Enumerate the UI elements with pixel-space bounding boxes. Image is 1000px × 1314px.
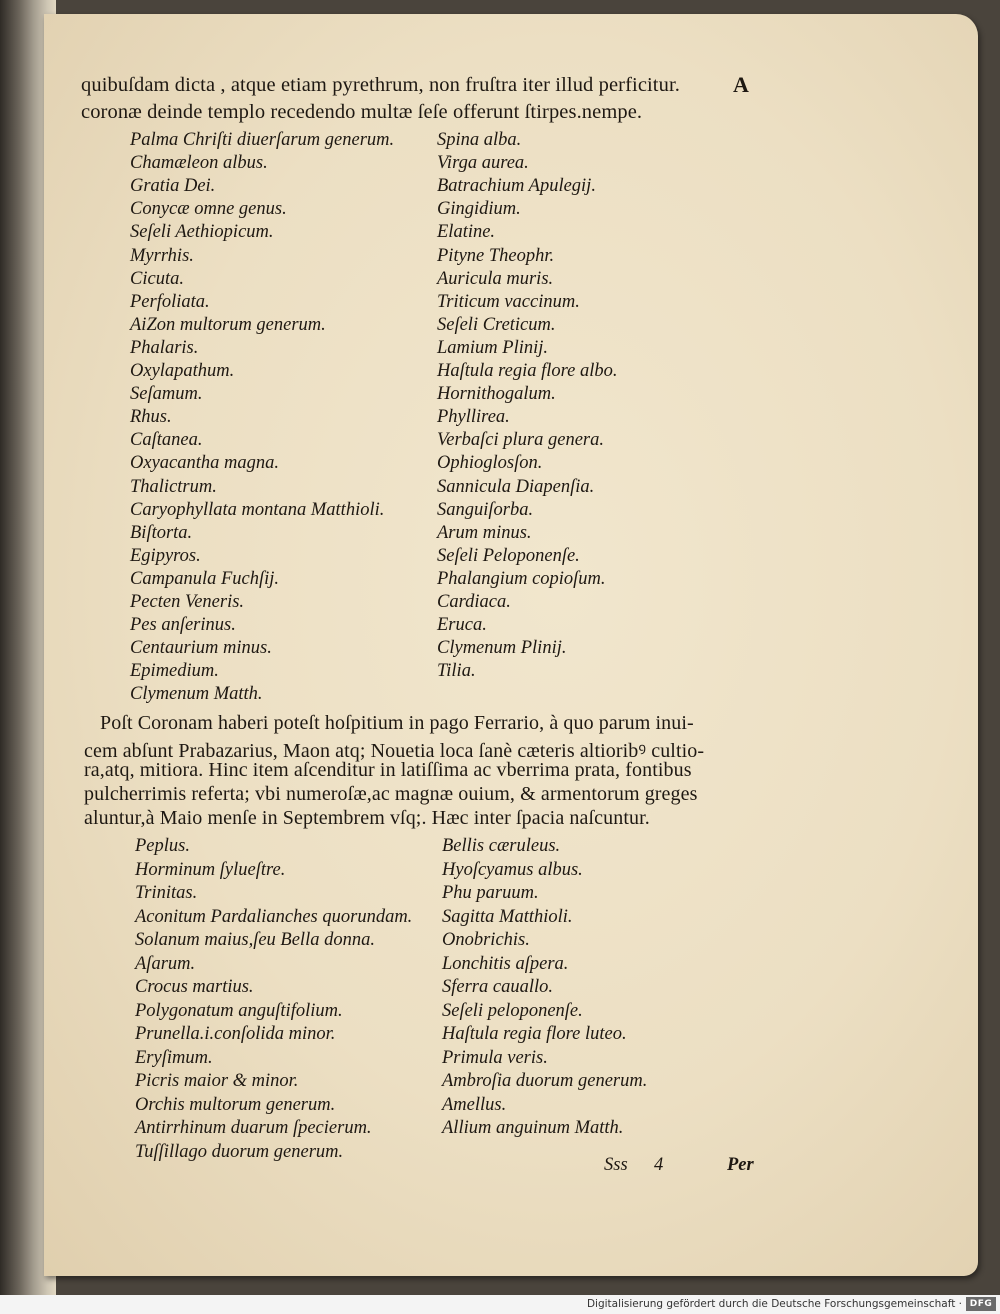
plant-list-item: Seſeli peloponenſe. — [442, 1000, 583, 1021]
plant-list-item: Phyllirea. — [437, 407, 510, 428]
plant-list-item: Orchis multorum generum. — [135, 1094, 336, 1115]
plant-list-item: Auricula muris. — [437, 268, 554, 289]
plant-list-item: Myrrhis. — [130, 245, 194, 266]
paragraph-line: aluntur,à Maio menſe in Septembrem vſq;. Hæc inter ſpacia naſcuntur. — [84, 806, 650, 829]
plant-list-item: Palma Chriſti diuerſarum generum. — [130, 130, 395, 150]
plant-list-item: Pes anſerinus. — [130, 615, 236, 636]
margin-letter: A — [733, 72, 749, 97]
plant-list-item: Onobrichis. — [442, 930, 530, 950]
plant-list-item: Phu paruum. — [442, 883, 539, 903]
plant-list-item: Amellus. — [442, 1094, 507, 1115]
plant-list-item: Sagitta Matthioli. — [442, 906, 573, 927]
plant-list-item: Allium anguinum Matth. — [442, 1118, 624, 1138]
plant-list-item: Clymenum Matth. — [130, 684, 263, 705]
plant-list-item: Seſeli Creticum. — [437, 314, 556, 335]
plant-list-item: Picris maior & minor. — [135, 1071, 299, 1091]
plant-list-item: Hornithogalum. — [437, 384, 556, 405]
plant-list-item: Rhus. — [130, 407, 172, 428]
plant-list-item: Primula veris. — [442, 1047, 548, 1068]
plant-list-item: Ophioglosſon. — [437, 453, 543, 474]
intro-line-2: coronæ deinde templo recedendo multæ ſeſe offerunt ſtirpes.nempe. — [81, 101, 643, 123]
catchword: Per — [727, 1155, 754, 1175]
plant-list-item: Ambroſia duorum generum. — [442, 1071, 648, 1091]
digitization-footer — [0, 1295, 1000, 1314]
plant-list-item: Conycæ omne genus. — [130, 199, 287, 220]
plant-list-item: Prunella.i.conſolida minor. — [135, 1024, 336, 1044]
funding-notice: Digitalisierung gefördert durch die Deutsche Forschungsgemeinschaft · — [586, 1298, 962, 1310]
plant-list-item: Aconitum Pardalianches quorundam. — [135, 906, 413, 927]
plant-list-item: Horminum ſylueſtre. — [135, 859, 286, 880]
plant-list-item: Oxyacantha magna. — [130, 453, 279, 474]
plant-list-item: Triticum vaccinum. — [437, 291, 580, 312]
plant-list-item: Crocus martius. — [135, 977, 254, 997]
plant-list-item: Seſeli Peloponenſe. — [437, 545, 580, 566]
dfg-logo: DFG — [966, 1297, 996, 1311]
plant-list-item: Seſeli Aethiopicum. — [130, 222, 274, 243]
plant-list-item: Sferra cauallo. — [442, 977, 553, 997]
plant-list-item: Tuſſillago duorum generum. — [135, 1141, 344, 1162]
signature-mark: Sss — [604, 1155, 628, 1175]
plant-list-item: Gratia Dei. — [130, 176, 216, 197]
plant-list-item: Hyoſcyamus albus. — [442, 859, 583, 880]
plant-list-item: Haſtula regia flore luteo. — [442, 1024, 627, 1044]
plant-list-item: Pityne Theophr. — [437, 245, 555, 266]
signature-number: 4 — [654, 1155, 664, 1175]
plant-list-item: Seſamum. — [130, 384, 203, 405]
plant-list-item: Centaurium minus. — [130, 638, 272, 659]
plant-list-item: Lamium Plinij. — [437, 337, 549, 358]
plant-list-item: Spina alba. — [437, 130, 522, 150]
plant-list-item: Phalaris. — [130, 337, 199, 358]
plant-list-item: Batrachium Apulegij. — [437, 176, 596, 197]
plant-list-item: Elatine. — [437, 222, 496, 243]
plant-list-item: Arum minus. — [437, 522, 532, 543]
plant-list-item: Antirrhinum duarum ſpecierum. — [135, 1118, 372, 1138]
plant-list-item: Sanguiſorba. — [437, 499, 534, 520]
paragraph-line: Poſt Coronam haberi poteſt hoſpitium in pago Ferrario, à quo parum inui- — [100, 712, 694, 734]
plant-list-item: Bellis cæruleus. — [442, 836, 561, 856]
plant-list-item: Eruca. — [437, 615, 487, 636]
plant-list-item: Virga aurea. — [437, 153, 529, 174]
plant-list-item: Sannicula Diapenſia. — [437, 476, 595, 497]
plant-list-item: Verbaſci plura genera. — [437, 430, 604, 451]
plant-list-item: Egipyros. — [130, 545, 201, 566]
plant-list-item: Pecten Veneris. — [130, 592, 245, 612]
plant-list-item: Oxylapathum. — [130, 361, 235, 381]
plant-list-item: Phalangium copioſum. — [437, 568, 606, 589]
plant-list-item: Tilia. — [437, 661, 476, 682]
plant-list-item: Campanula Fuchſij. — [130, 568, 280, 589]
plant-list-item: Caryophyllata montana Matthioli. — [130, 499, 385, 520]
plant-list-item: Trinitas. — [135, 883, 198, 903]
paragraph-line: cem abſunt Prabazarius, Maon atq; Nouetia loca ſanè cæteris altioribꝰ cultio- — [84, 739, 705, 762]
plant-list-item: Eryſimum. — [135, 1047, 213, 1068]
plant-list-item: AiZon multorum generum. — [130, 314, 326, 335]
plant-list-item: Clymenum Plinij. — [437, 638, 567, 659]
plant-list-item: Cardiaca. — [437, 592, 511, 612]
plant-list-item: Polygonatum anguſtifolium. — [135, 1000, 343, 1021]
plant-list-item: Haſtula regia flore albo. — [437, 361, 618, 381]
plant-list-item: Chamæleon albus. — [130, 153, 268, 174]
plant-list-item: Aſarum. — [135, 953, 196, 974]
intro-line-1: quibuſdam dicta , atque etiam pyrethrum, non fruſtra iter illud perficitur. — [81, 74, 680, 96]
book-page — [44, 14, 978, 1276]
paragraph-line: ra,atq, mitiora. Hinc item aſcenditur in latiſſima ac vberrima prata, fontibus — [84, 759, 692, 782]
plant-list-item: Cicuta. — [130, 268, 184, 289]
paragraph-line: pulcherrimis referta; vbi numeroſæ,ac magnæ ouium, & armentorum greges — [84, 783, 698, 806]
plant-list-item: Gingidium. — [437, 199, 521, 220]
plant-list-item: Caſtanea. — [130, 430, 203, 451]
plant-list-item: Lonchitis aſpera. — [442, 953, 569, 974]
plant-list-item: Thalictrum. — [130, 476, 217, 497]
plant-list-item: Solanum maius,ſeu Bella donna. — [135, 930, 375, 950]
plant-list-item: Peplus. — [135, 836, 190, 856]
plant-list-item: Biſtorta. — [130, 522, 193, 543]
plant-list-item: Perfoliata. — [130, 291, 210, 312]
plant-list-item: Epimedium. — [130, 661, 219, 682]
